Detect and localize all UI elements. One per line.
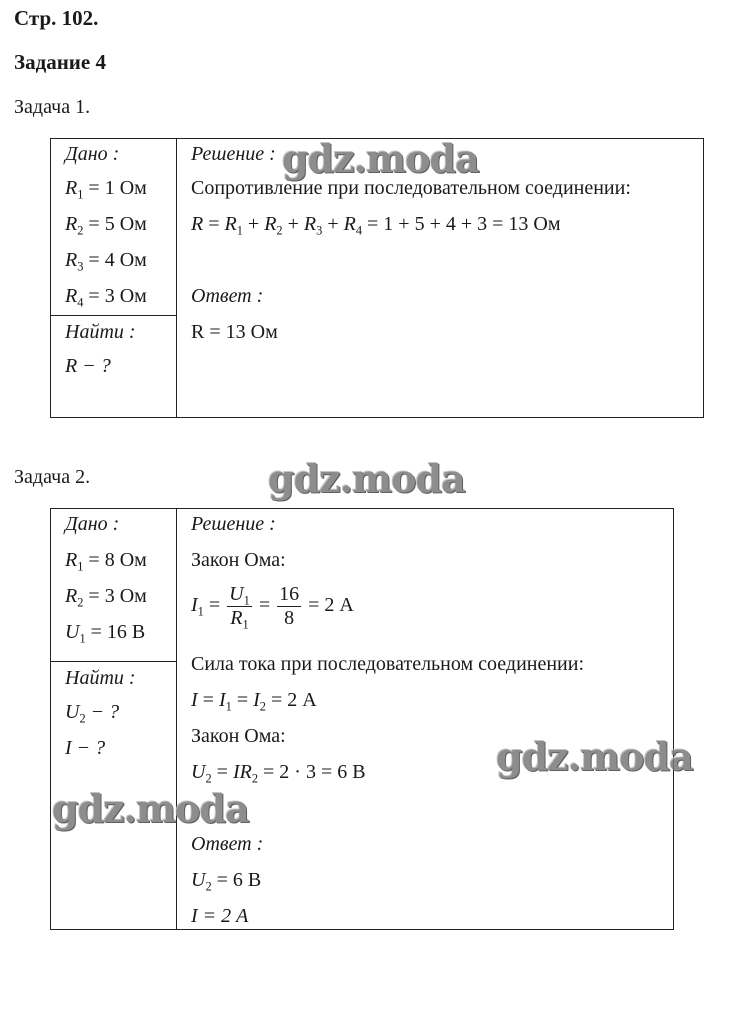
task1-solution-text: Сопротивление при последовательном соединении: [191, 177, 631, 199]
task1-column-divider [176, 139, 177, 417]
task1-given-r1: $R_1 = 1$ Ом [65, 177, 147, 202]
task2-find-i: I − ? [65, 737, 106, 759]
task2-find-label: Найти : [65, 667, 136, 689]
task1-find-label: Найти : [65, 321, 136, 343]
task2-equation-2: $I = I_1 = I_2 = 2$ А [191, 689, 317, 714]
page-header: Стр. 102. [14, 6, 99, 30]
task2-given-r1: $R_1 = 8$ Ом [65, 549, 147, 574]
task2-answer-i: I = 2 А [191, 905, 249, 927]
task1-solution-label: Решение : [191, 143, 276, 165]
task2-ohm-label-2: Закон Ома: [191, 725, 286, 747]
watermark-logo: gdz.moda [496, 734, 693, 779]
task1-given-r2: $R_2 = 5$ Ом [65, 213, 147, 238]
task1-given-divider [51, 315, 177, 316]
task1-given-r3: $R_3 = 4$ Ом [65, 249, 147, 274]
task2-solution-label: Решение : [191, 513, 276, 535]
task2-answer-u2: $U_2 = 6$ В [191, 869, 262, 894]
task2-given-divider [51, 661, 177, 662]
task1-given-label: Дано : [65, 143, 120, 165]
task2-equation-1: $I_1$ = $\frac{U_1}{R_1}$ = $\frac{16}{8}$ = 2 А [191, 583, 354, 632]
task1-answer-label: Ответ : [191, 285, 264, 307]
task2-equation-3: $U_2 = IR_2 = 2 \cdot 3 = 6$ В [191, 761, 366, 786]
watermark-logo: gdz.moda [282, 136, 479, 181]
task2-table [50, 508, 674, 930]
task1-equation: $R = R_1 + R_2 + R_3 + R_4 = 1 + 5 + 4 + 3 = 13$ Ом [191, 213, 561, 238]
task1-find: R − ? [65, 355, 111, 377]
assignment-title: Задание 4 [14, 50, 106, 74]
task2-column-divider [176, 509, 177, 929]
task1-given-r4: $R_4 = 3$ Ом [65, 285, 147, 310]
task2-given-label: Дано : [65, 513, 120, 535]
watermark-logo: gdz.moda [52, 786, 249, 831]
task2-find-u2: $U_2$ − ? [65, 701, 120, 726]
task2-given-r2: $R_2 = 3$ Ом [65, 585, 147, 610]
watermark-logo: gdz.moda [268, 456, 465, 501]
task2-series-text: Сила тока при последовательном соединении: [191, 653, 585, 675]
task1-title: Задача 1. [14, 96, 91, 118]
task2-given-u1: $U_1 = 16$ В [65, 621, 146, 646]
task2-ohm-label-1: Закон Ома: [191, 549, 286, 571]
task2-title: Задача 2. [14, 466, 91, 488]
task1-answer: R = 13 Ом [191, 321, 278, 343]
task2-answer-label: Ответ : [191, 833, 264, 855]
